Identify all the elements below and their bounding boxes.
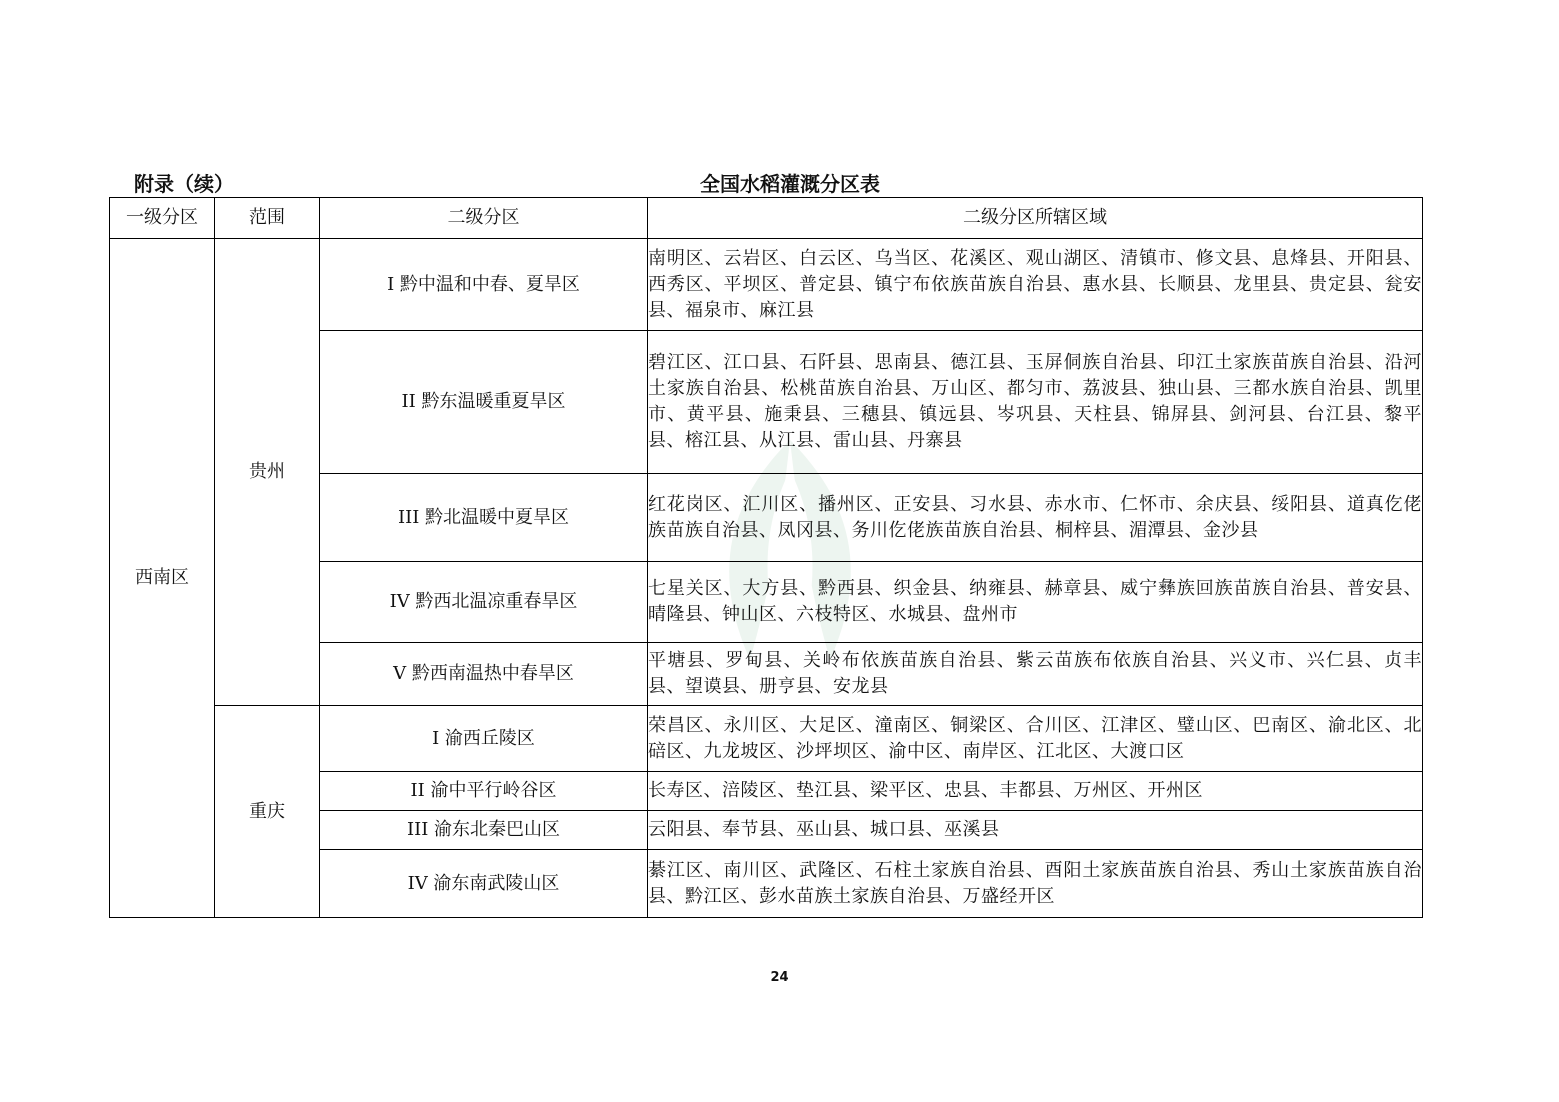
table-title: 全国水稻灌溉分区表 bbox=[700, 172, 880, 196]
subzone-cell: IV 黔西北温凉重春旱区 bbox=[320, 562, 648, 643]
table-row bbox=[110, 239, 1423, 331]
appendix-label: 附录（续） bbox=[134, 172, 234, 196]
areas-cell: 平塘县、罗甸县、关岭布依族苗族自治县、紫云苗族布依族自治县、兴义市、兴仁县、贞丰县、望谟县、册亨县、安龙县 bbox=[648, 643, 1423, 706]
areas-cell: 七星关区、大方县、黔西县、织金县、纳雍县、赫章县、威宁彝族回族苗族自治县、普安县、晴隆县、钟山区、六枝特区、水城县、盘州市 bbox=[648, 562, 1423, 643]
header-level2-zone: 二级分区 bbox=[320, 198, 648, 239]
subzone-cell: III 黔北温暖中夏旱区 bbox=[320, 474, 648, 562]
header-scope: 范围 bbox=[215, 198, 320, 239]
areas-cell: 云阳县、奉节县、巫山县、城口县、巫溪县 bbox=[648, 811, 1423, 850]
region-cell: 西南区 bbox=[110, 239, 215, 918]
scope-cell-chongqing: 重庆 bbox=[215, 706, 320, 918]
subzone-cell: I 渝西丘陵区 bbox=[320, 706, 648, 772]
subzone-cell: III 渝东北秦巴山区 bbox=[320, 811, 648, 850]
subzone-cell: I 黔中温和中春、夏旱区 bbox=[320, 239, 648, 331]
areas-cell: 长寿区、涪陵区、垫江县、梁平区、忠县、丰都县、万州区、开州区 bbox=[648, 772, 1423, 811]
subzone-cell: II 黔东温暖重夏旱区 bbox=[320, 331, 648, 474]
header-areas: 二级分区所辖区域 bbox=[648, 198, 1423, 239]
irrigation-zone-table bbox=[109, 197, 1423, 918]
areas-cell: 綦江区、南川区、武隆区、石柱土家族自治县、酉阳土家族苗族自治县、秀山土家族苗族自治县、黔江区、彭水苗族土家族自治县、万盛经开区 bbox=[648, 850, 1423, 918]
table-row bbox=[110, 706, 1423, 772]
page-number: 24 bbox=[770, 970, 789, 985]
subzone-cell: V 黔西南温热中春旱区 bbox=[320, 643, 648, 706]
subzone-cell: II 渝中平行岭谷区 bbox=[320, 772, 648, 811]
areas-cell: 南明区、云岩区、白云区、乌当区、花溪区、观山湖区、清镇市、修文县、息烽县、开阳县、西秀区、平坝区、普定县、镇宁布依族苗族自治县、惠水县、长顺县、龙里县、贵定县、瓮安县、福泉市、麻江县 bbox=[648, 239, 1423, 331]
header-level1-zone: 一级分区 bbox=[110, 198, 215, 239]
areas-cell: 荣昌区、永川区、大足区、潼南区、铜梁区、合川区、江津区、璧山区、巴南区、渝北区、北碚区、九龙坡区、沙坪坝区、渝中区、南岸区、江北区、大渡口区 bbox=[648, 706, 1423, 772]
scope-cell-guizhou: 贵州 bbox=[215, 239, 320, 706]
subzone-cell: IV 渝东南武陵山区 bbox=[320, 850, 648, 918]
areas-cell: 红花岗区、汇川区、播州区、正安县、习水县、赤水市、仁怀市、余庆县、绥阳县、道真仡佬族苗族自治县、凤冈县、务川仡佬族苗族自治县、桐梓县、湄潭县、金沙县 bbox=[648, 474, 1423, 562]
table-header-row bbox=[110, 198, 1423, 239]
areas-cell: 碧江区、江口县、石阡县、思南县、德江县、玉屏侗族自治县、印江土家族苗族自治县、沿河土家族自治县、松桃苗族自治县、万山区、都匀市、荔波县、独山县、三都水族自治县、凯里市、黄平县、施秉县、三穗县、镇远县、岑巩县、天柱县、锦屏县、剑河县、台江县、黎平县、榕江县、从江县、雷山县、丹寨县 bbox=[648, 331, 1423, 474]
